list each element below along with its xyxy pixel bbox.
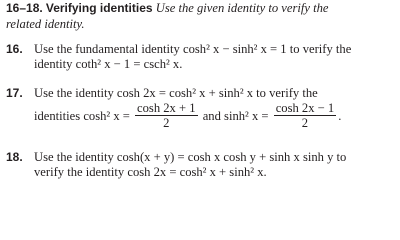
fraction-numerator: cosh 2x + 1 [137, 100, 196, 115]
problem-number: 18. [6, 150, 23, 164]
problem-line: Use the identity cosh(x + y) = cosh x cosh y + sinh x sinh y to [34, 150, 347, 164]
section-number: 16–18. [6, 1, 43, 15]
problem-18 [6, 150, 396, 179]
fraction-numerator: cosh 2x − 1 [275, 100, 335, 115]
problem-fraction-line [34, 100, 396, 131]
section-heading [6, 1, 396, 32]
problem-text [34, 86, 396, 131]
fraction-cosh-squared [135, 102, 198, 130]
problem-line: verify the identity cosh 2x = cosh² x + sinh² x. [34, 164, 267, 179]
identity-middle: and sinh² x = [202, 108, 269, 123]
fraction-denominator: 2 [163, 115, 170, 130]
problem-line: Use the identity cosh 2x = cosh² x + sinh² x to verify the [34, 86, 318, 100]
problem-17 [6, 86, 396, 131]
section-instruction-line2: related identity. [6, 16, 85, 31]
problem-line: Use the fundamental identity cosh² x − sinh² x = 1 to verify the [34, 42, 352, 56]
problem-number: 17. [6, 86, 23, 100]
problem-text [34, 42, 396, 71]
identity-suffix: . [338, 108, 342, 123]
problem-line: identity coth² x − 1 = csch² x. [34, 56, 183, 71]
identity-prefix: identities cosh² x = [34, 108, 130, 123]
fraction-sinh-squared [274, 102, 337, 130]
problem-text [34, 150, 396, 179]
fraction-denominator: 2 [301, 115, 309, 130]
problem-number: 16. [6, 42, 23, 56]
section-instruction-line1: Use the given identity to verify the [155, 1, 329, 15]
section-title: Verifying identities [45, 1, 153, 15]
problem-16 [6, 42, 396, 71]
